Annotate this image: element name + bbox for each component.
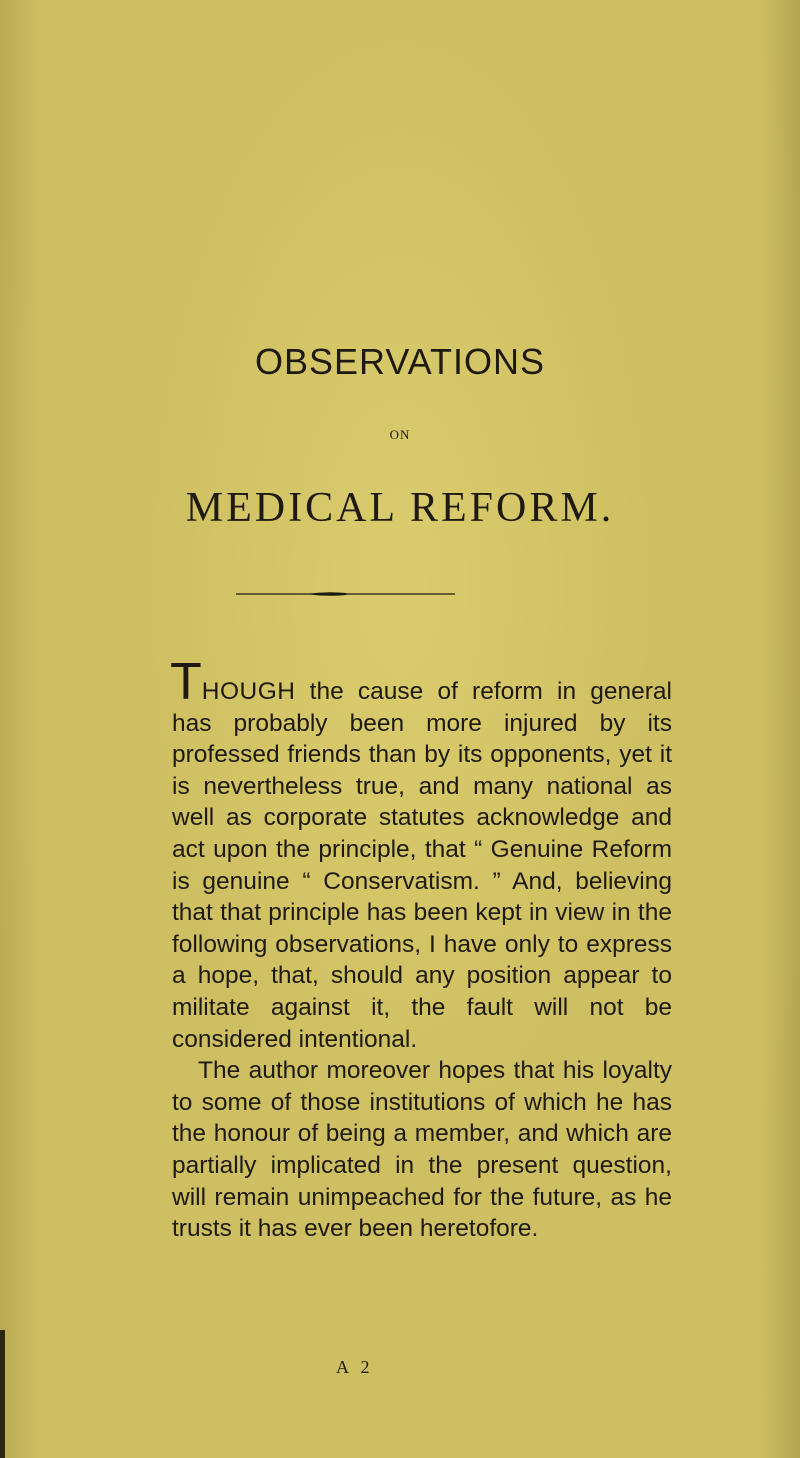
drop-cap: T [170,653,202,711]
paragraph-1-text: the cause of reform in general has probably been more injured by its professed friends than by its opponents, yet it is nevertheless true, and many national as well as corporate statutes acknowledge and act upon the principle, that “ Genuine Reform is genuine “ Conservatism. ” And, believing that that principle has been kept in view in the following observations, I have only to express a hope, that, should any position appear to militate against it, the fault will not be considered intentional. [172,678,672,1053]
body-text [170,653,672,1245]
title-observations: OBSERVATIONS [254,341,546,382]
ornamental-rule [236,590,455,598]
first-word-small-caps: HOUGH [201,678,296,705]
signature-mark: A 2 [336,1357,374,1377]
paragraph-2: The author moreover hopes that his loyalty to some of those institutions of which he has the honour of being a member, and which are partially implicated in the present question, will remain unimpeached for the future, as he trusts it has ever been heretofore. [172,1057,672,1243]
binding-edge [0,1330,5,1458]
title-medical-reform: MEDICAL REFORM. [185,485,615,531]
title-connector: ON [389,427,411,442]
paragraph-1 [170,653,672,1055]
